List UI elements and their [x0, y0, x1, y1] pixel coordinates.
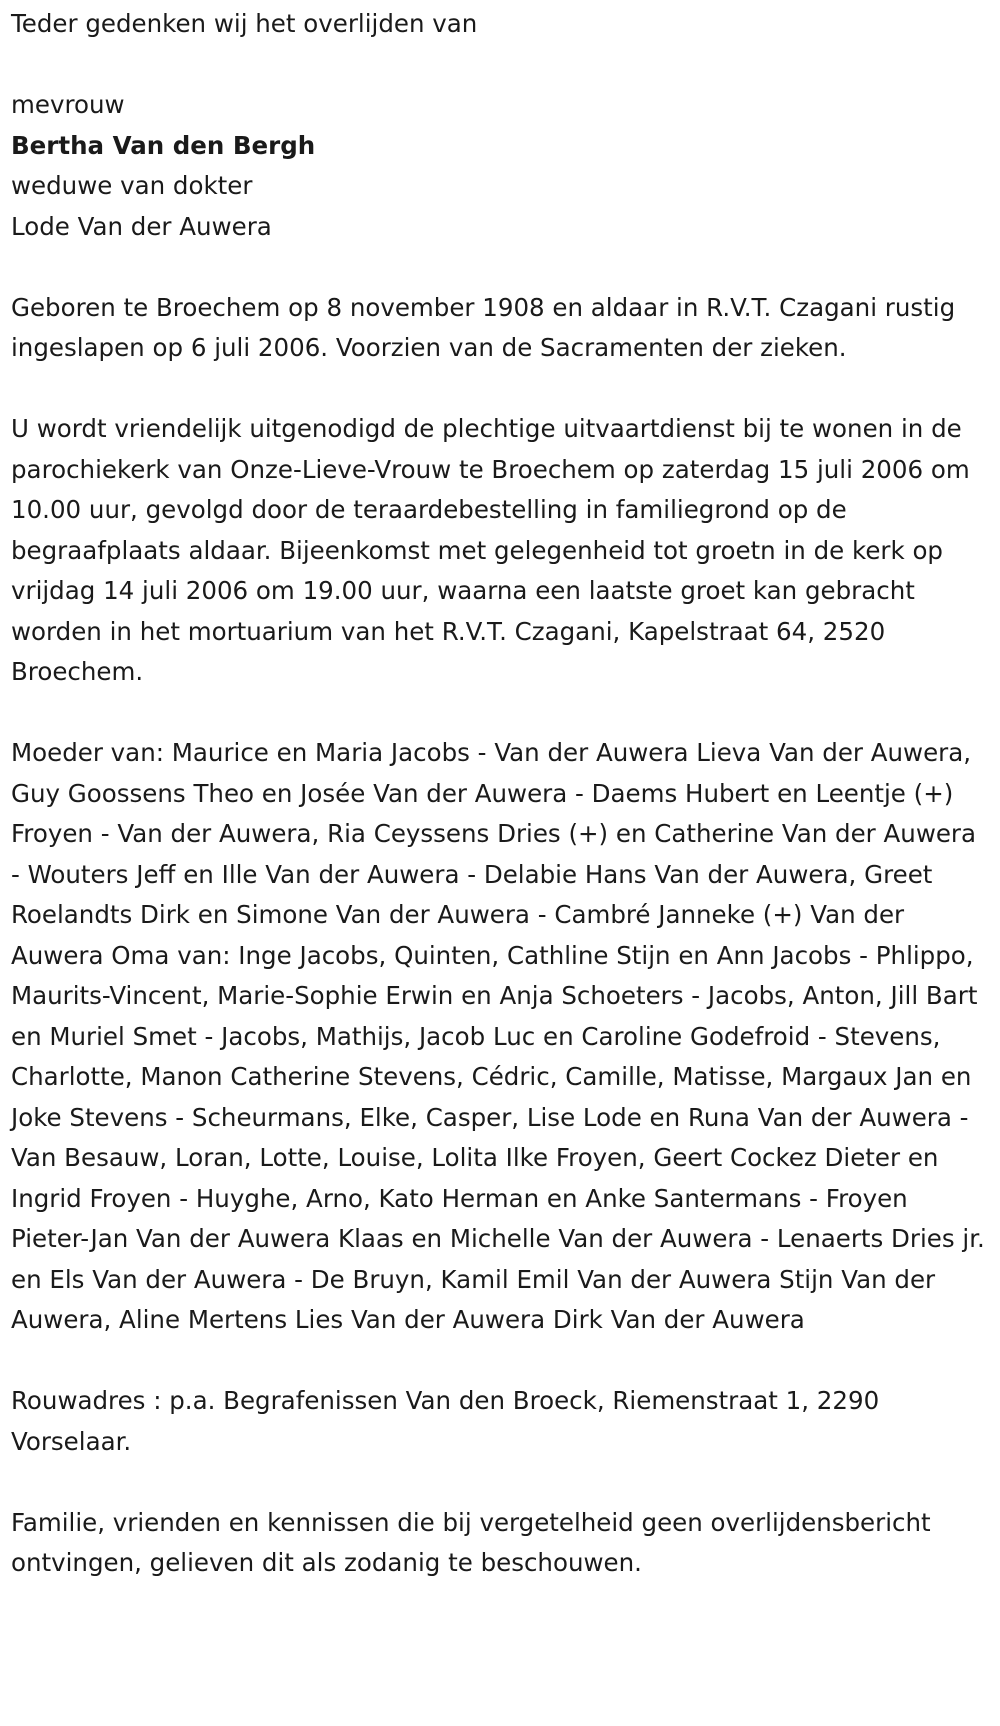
- spacer: [11, 1462, 990, 1503]
- address-paragraph: Rouwadres : p.a. Begrafenissen Van den Broeck, Riemenstraat 1, 2290 Vorselaar.: [11, 1386, 880, 1456]
- closing-paragraph: Familie, vrienden en kennissen die bij vergetelheid geen overlijdensbericht ontvingen, gelieven dit als zodanig te beschouwen.: [11, 1507, 931, 1577]
- spacer: [11, 693, 990, 734]
- spacer: [11, 369, 990, 410]
- spacer: [11, 1341, 990, 1382]
- salutation: mevrouw: [11, 90, 125, 119]
- relation-line-2: Lode Van der Auwera: [11, 211, 272, 241]
- spacer: [11, 247, 990, 288]
- spacer: [11, 45, 990, 86]
- intro-text: Teder gedenken wij het overlijden van: [11, 9, 478, 38]
- deceased-name: Bertha Van den Bergh: [11, 130, 316, 160]
- birth-death-paragraph: Geboren te Broechem op 8 november 1908 en aldaar in R.V.T. Czagani rustig ingeslapen op 6 juli 2006. Voorzien van de Sacramenten der zieken.: [11, 292, 956, 362]
- relation-line-1: weduwe van dokter: [11, 171, 253, 200]
- funeral-paragraph: U wordt vriendelijk uitgenodigd de plechtige uitvaartdienst bij te wonen in de parochiekerk van Onze-Lieve-Vrouw te Broechem op zaterdag 15 juli 2006 om 10.00 uur, gevolgd door de teraardebestelling in familiegrond op de begraafplaats aldaar. Bijeenkomst met gelegenheid tot groetn in de kerk op vrijdag 14 juli 2006 om 19.00 uur, waarna een laatste groet kan gebracht worden in het mortuarium van het R.V.T. Czagani, Kapelstraat 64, 2520 Broechem.: [11, 414, 970, 686]
- family-paragraph: Moeder van: Maurice en Maria Jacobs - Van der Auwera Lieva Van der Auwera, Guy Goossens Theo en Josée Van der Auwera - Daems Hubert en Leentje (+) Froyen - Van der Auwera, Ria Ceyssens Dries (+) en Catherine Van der Auwera - Wouters Jeff en Ille Van der Auwera - Delabie Hans Van der Auwera, Greet Roelandts Dirk en Simone Van der Auwera - Cambré Janneke (+) Van der Auwera Oma van: Inge Jacobs, Quinten, Cathline Stijn en Ann Jacobs - Phlippo, Maurits-Vincent, Marie-Sophie Erwin en Anja Schoeters - Jacobs, Anton, Jill Bart en Muriel Smet - Jacobs, Mathijs, Jacob Luc en Caroline Godefroid - Stevens, Charlotte, Manon Catherine Stevens, Cédric, Camille, Matisse, Margaux Jan en Joke Stevens - Scheurmans, Elke, Casper, Lise Lode en Runa Van der Auwera - Van Besauw, Loran, Lotte, Louise, Lolita Ilke Froyen, Geert Cockez Dieter en Ingrid Froyen - Huyghe, Arno, Kato Herman en Anke Santermans - Froyen Pieter-Jan Van der Auwera Klaas en Michelle Van der Auwera - Lenaerts Dries jr. en Els Van der Auwera - De Bruyn, Kamil Emil Van der Auwera Stijn Van der Auwera, Aline Mertens Lies Van der Auwera Dirk Van der Auwera: [11, 738, 985, 1334]
